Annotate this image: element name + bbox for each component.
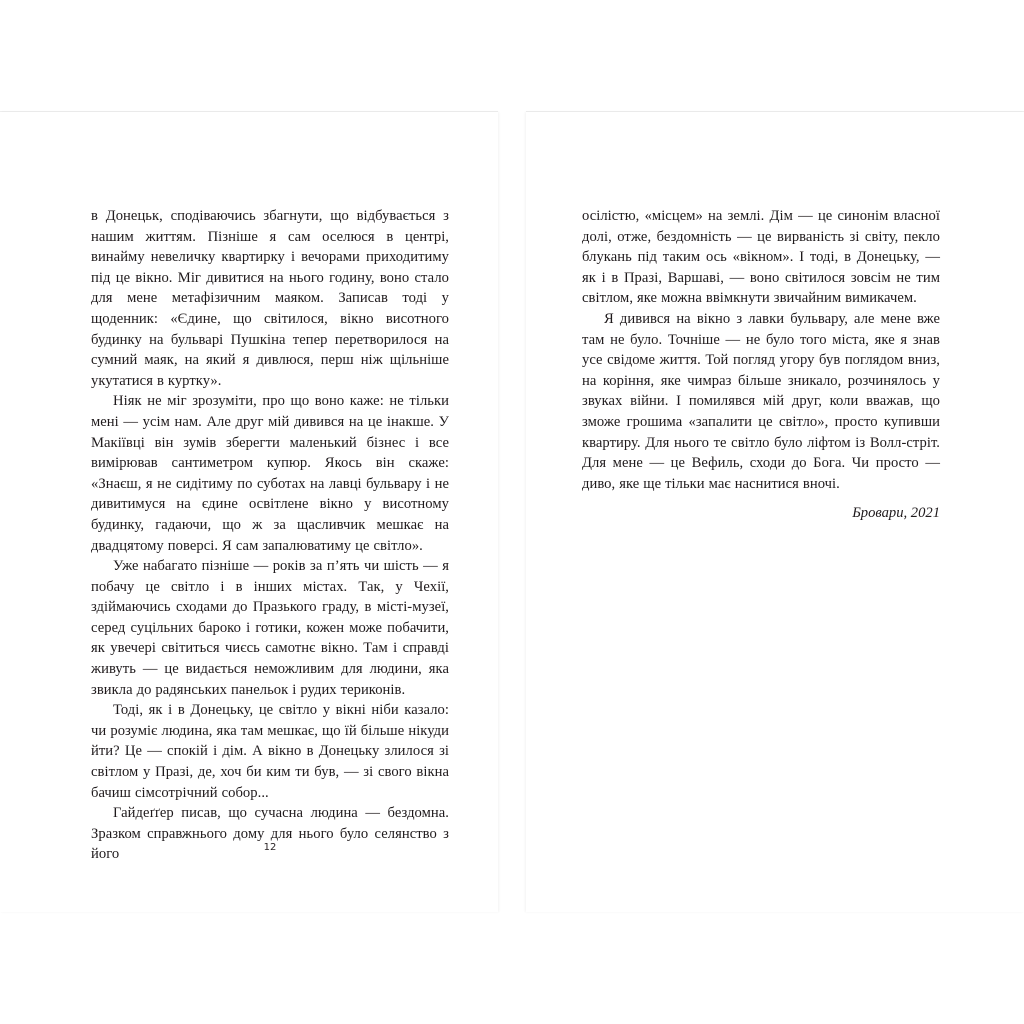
left-page-body <box>91 206 449 865</box>
paragraph: Ніяк не міг зрозуміти, про що воно каже: не тільки мені — усім нам. Але друг мій дивився на це інакше. У Макіївці він зумів зберегти маленький бізнес і все вимірював сантиметром купюр. Якось він скаже: «Знаєш, я не сидітиму по суботах на лавці бульвару і не дивитимуся на єдине освітлене вікно у висотному будинку, гадаючи, що ж за щасливчик мешкає на двадцятому поверсі. Я сам запалюватиму це світло». <box>91 393 449 554</box>
right-page-body <box>582 206 940 494</box>
paragraph: в Донецьк, сподіваючись збагнути, що відбувається з нашим життям. Пізніше я сам оселюся в центрі, винайму невеличку квартирку і вечорами приходитиму під це вікно. Міг дивитися на нього годину, воно стало для мене метафізичним маяком. Записав тоді у щоденник: «Єдине, що світилося, вікно висотного будинку на бульварі Пушкіна тепер перетворилося на сумний маяк, на який я дивлюся, перш ніж щільніше укутатися в куртку». <box>91 208 449 389</box>
paragraph: Уже набагато пізніше — років за п’ять чи шість — я побачу це світло і в інших містах. Так, у Чехії, здіймаючись сходами до Празького граду, в місті-музеї, серед суцільних бароко і готики, кожен може побачити, як увечері світиться чиєсь самотнє вікно. Там і справді живуть — це видається неможливим для людини, яка звикла до радянських панельок і рудих териконів. <box>91 558 449 698</box>
page-number: 12 <box>263 842 277 853</box>
place-date-signature: Бровари, 2021 <box>852 505 940 521</box>
paragraph: Тоді, як і в Донецьку, це світло у вікні ніби казало: чи розуміє людина, яка там мешкає, що їй більше нікуди йти? Це — спокій і дім. А вікно в Донецьку злилося зі світлом у Празі, де, хоч би ким ти був, — зі свого вікна бачиш сімсотрічний собор... <box>91 702 449 801</box>
paragraph: осілістю, «місцем» на землі. Дім — це синонім власної долі, отже, бездомність — це вирваність зі світу, пекло блукань під таким ось «вікном». І тоді, в Донецьку, — як і в Празі, Варшаві, — воно світилося зовсім не тим світлом, яке можна ввімкнути звичайним вимикачем. <box>582 208 940 307</box>
paragraph: Гайдеґґер писав, що сучасна людина — бездомна. Зразком справжнього дому для нього було селянство з його <box>91 805 449 863</box>
paragraph: Я дивився на вікно з лавки бульвару, але мене вже там не було. Точніше — не було того міста, яке я знав усе свідоме життя. Той погляд угору був поглядом вниз, на коріння, яке чимраз більше зникало, розчинялось у звуках війни. І помилявся мій друг, коли вважав, що зможе грошима «запалити це світло», просто купивши квартиру. Для нього те світло було ліфтом із Волл-стріт. Для мене — це Вефиль, сходи до Бога. Чи просто — диво, яке ще тільки має наснитися вночі. <box>582 310 940 492</box>
